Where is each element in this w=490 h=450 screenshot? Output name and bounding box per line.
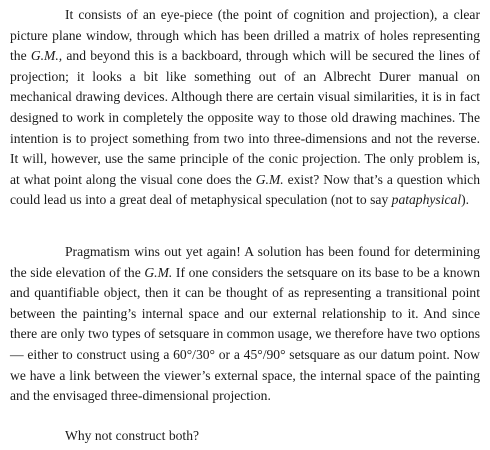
paragraph-closing-question <box>65 426 199 447</box>
italic-text-run: G.M. <box>255 171 284 187</box>
text-run: Pragmatism wins out yet again! A solution has been found for determining the side elevation of the <box>10 244 480 280</box>
text-run: If one considers the setsquare on its base to be a known and quantifiable object, then it can be thought of as representing a transitional point between the painting’s internal space and our external relationship to it. And since there are only two types of setsquare in common usage, we therefore have two options — either to construct using a 60°/30° or a 45°/90° setsquare as our datum point. Now we have a link between the viewer’s external space, the internal space of the painting and the envisaged three-dimensional projection. <box>10 264 480 404</box>
text-run: and beyond this is a backboard, through which will be secured the lines of projection; it looks a bit like something out of an Albrecht Durer manual on mechanical drawing devices. Although there are certain visual similarities, it is in fact designed to work in completely the opposite way to those old drawing machines. The intention is to project something from two into three-dimensions and not the reverse. It will, however, use the same principle of the conic projection. The only problem is, at what point along the visual cone does the <box>10 48 480 187</box>
paragraph-pragmatism <box>10 242 480 407</box>
text-run: It consists of an eye-piece (the point of cognition and projection), a clear picture plane window, through which has been drilled a matrix of holes representing the <box>10 7 480 64</box>
text-run: ). <box>461 192 470 208</box>
italic-text-run: pataphysical <box>391 192 462 208</box>
text-run: exist? Now that’s a question which could lead us into a great deal of metaphysical speculation (not to say <box>10 171 480 208</box>
text-run: Why not construct both? <box>65 428 200 443</box>
italic-text-run: G.M., <box>30 48 63 64</box>
italic-text-run: G.M. <box>144 264 173 280</box>
paragraph-eye-piece <box>10 5 480 211</box>
